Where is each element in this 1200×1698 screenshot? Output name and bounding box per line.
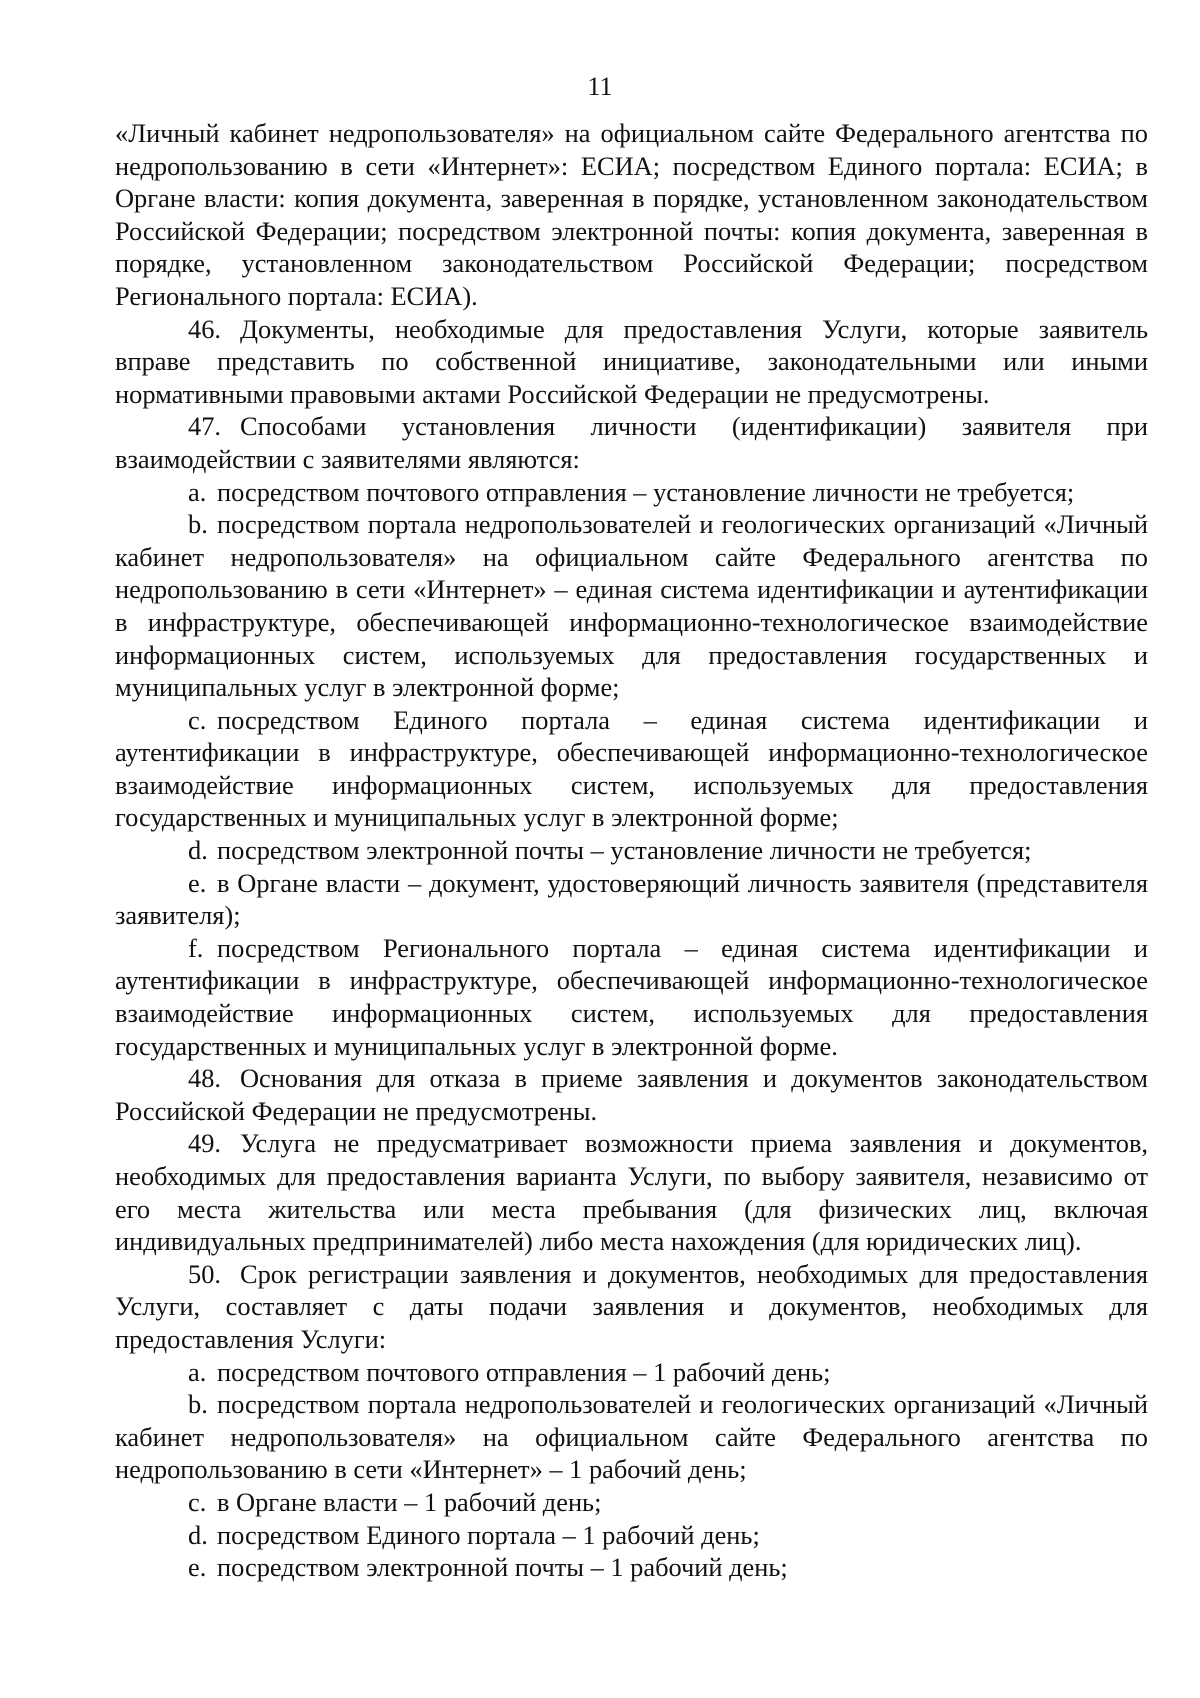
list-item [115, 508, 1148, 704]
paragraph-number: 48. [188, 1063, 221, 1094]
paragraph-text: Срок регистрации заявления и документов, необходимых для предоставления Услуги, составляет с даты подачи заявления и документов, необходимых для предоставления Услуги: [115, 1258, 1148, 1354]
list-item-text: в Органе власти – документ, удостоверяющий личность заявителя (представителя заявителя); [115, 867, 1148, 931]
list-item-text: посредством Единого портала – единая система идентификации и аутентификации в инфраструктуре, обеспечивающей информационно-технологическое взаимодействие информационных систем, используемых для предоставления государственных и муниципальных услуг в электронной форме; [115, 704, 1148, 833]
list-item-text: посредством Единого портала – 1 рабочий день; [217, 1519, 760, 1550]
list-marker: b. [188, 1389, 208, 1420]
list-marker: c. [188, 704, 207, 735]
page-number: 11 [587, 72, 613, 101]
paragraph-text: Основания для отказа в приеме заявления и документов законодательством Российской Федерации не предусмотрены. [115, 1063, 1148, 1126]
list-item [115, 834, 1148, 867]
list-item-text: посредством электронной почты – 1 рабочий день; [217, 1552, 788, 1583]
list-marker: b. [188, 509, 208, 540]
list-item-text: посредством почтового отправления – установление личности не требуется; [217, 476, 1075, 507]
list-marker: c. [188, 1486, 207, 1517]
list-item [115, 867, 1148, 932]
list-item [115, 1551, 1148, 1584]
paragraph-number: 47. [188, 411, 221, 442]
paragraph-continuation: «Личный кабинет недропользователя» на официальном сайте Федерального агентства по недропользованию в сети «Интернет»: ЕСИА; посредством Единого портала: ЕСИА; в Органе власти: копия документа, заверенная в порядке, установленном законодательством Российской Федерации; посредством электронной почты: копия документа, заверенная в порядке, установленном законодательством Российской Федерации; посредством Регионального портала: ЕСИА). [115, 118, 1148, 311]
list-marker: a. [188, 1356, 207, 1387]
list-item [115, 1388, 1148, 1486]
paragraph-50 [115, 1258, 1148, 1356]
paragraph-text: Документы, необходимые для предоставления Услуги, которые заявитель вправе представить по собственной инициативе, законодательными или иными нормативными правовыми актами Российской Федерации не предусмотрены. [115, 313, 1148, 409]
paragraph-number: 49. [188, 1128, 221, 1159]
list-item [115, 1486, 1148, 1519]
paragraph-text: Услуга не предусматривает возможности приема заявления и документов, необходимых для предоставления варианта Услуги, по выбору заявителя, независимо от его места жительства или места пребывания (для физических лиц, включая индивидуальных предпринимателей) либо места нахождения (для юридических лиц). [115, 1128, 1148, 1257]
list-item-text: посредством электронной почты – установление личности не требуется; [217, 835, 1032, 866]
paragraph-number: 50. [188, 1258, 221, 1289]
list-marker: e. [188, 867, 207, 898]
paragraph-49 [115, 1127, 1148, 1257]
list-marker: e. [188, 1552, 207, 1583]
list-item-text: посредством портала недропользователей и геологических организаций «Личный кабинет недропользователя» на официальном сайте Федерального агентства по недропользованию в сети «Интернет» – 1 рабочий день; [115, 1389, 1148, 1485]
list-item [115, 1356, 1148, 1389]
list-marker: d. [188, 1519, 208, 1550]
paragraph-46 [115, 313, 1148, 411]
list-item [115, 476, 1148, 509]
paragraph-text: Способами установления личности (идентификации) заявителя при взаимодействии с заявителями являются: [115, 411, 1148, 474]
document-body [115, 117, 1148, 1584]
list-item [115, 1519, 1148, 1552]
list-marker: f. [188, 932, 204, 963]
list-item-text: в Органе власти – 1 рабочий день; [217, 1486, 602, 1517]
paragraph-number: 46. [188, 313, 221, 344]
list-item [115, 932, 1148, 1062]
list-item-text: посредством Регионального портала – единая система идентификации и аутентификации в инфраструктуре, обеспечивающей информационно-технологическое взаимодействие информационных систем, используемых для предоставления государственных и муниципальных услуг в электронной форме. [115, 932, 1148, 1061]
paragraph-47 [115, 410, 1148, 475]
list-marker: a. [188, 476, 207, 507]
list-item-text: посредством портала недропользователей и геологических организаций «Личный кабинет недропользователя» на официальном сайте Федерального агентства по недропользованию в сети «Интернет» – единая система идентификации и аутентификации в инфраструктуре, обеспечивающей информационно-технологическое взаимодействие информационных систем, используемых для предоставления государственных и муниципальных услуг в электронной форме; [115, 509, 1148, 703]
list-item [115, 704, 1148, 834]
paragraph-48 [115, 1062, 1148, 1127]
list-marker: d. [188, 835, 208, 866]
list-item-text: посредством почтового отправления – 1 рабочий день; [217, 1356, 831, 1387]
